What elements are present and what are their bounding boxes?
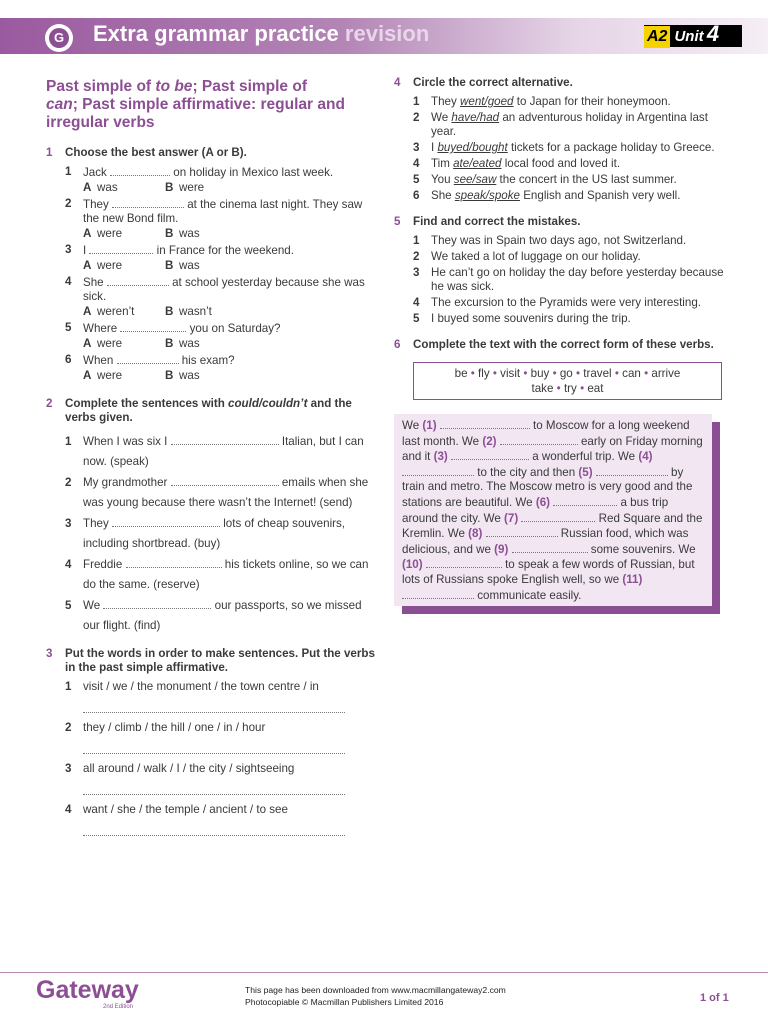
exercise-3-instruction: Put the words in order to make sentences. Put the verbs in the past simple affirmative. xyxy=(65,647,375,674)
option-a[interactable]: A was xyxy=(83,181,118,194)
answer-blank[interactable] xyxy=(89,243,153,254)
option-letter: A xyxy=(83,369,92,382)
exercise-4-item: 6 She speak/spoke English and Spanish very well. xyxy=(413,189,681,202)
alternative-choice[interactable]: buyed/bought xyxy=(437,141,508,154)
grammar-badge-icon: G xyxy=(45,24,73,52)
page-title: Extra grammar practice revision xyxy=(93,21,430,46)
answer-blank[interactable] xyxy=(126,557,222,568)
gap-number: (4) xyxy=(638,450,653,464)
answer-blank[interactable] xyxy=(553,495,617,506)
option-letter: A xyxy=(83,305,92,318)
word: go xyxy=(559,367,573,380)
answer-blank[interactable] xyxy=(596,465,668,476)
item-number: 2 xyxy=(65,721,72,734)
exercise-3-item: 1 visit / we / the monument / the town centre / in xyxy=(65,680,376,713)
exercise-4-instruction: Circle the correct alternative. xyxy=(413,76,573,89)
answer-blank[interactable] xyxy=(512,542,588,553)
answer-blank[interactable] xyxy=(171,475,279,486)
word: buy xyxy=(530,367,550,380)
gateway-logo: Gateway xyxy=(36,976,139,1004)
answer-options xyxy=(83,337,376,351)
bullet-separator: • xyxy=(520,367,531,380)
alternative-choice[interactable]: see/saw xyxy=(453,173,497,186)
answer-options xyxy=(83,369,376,383)
item-number: 5 xyxy=(65,321,72,334)
exercise-5-instruction: Find and correct the mistakes. xyxy=(413,215,581,228)
option-b[interactable]: B was xyxy=(165,337,200,350)
item-number: 3 xyxy=(413,266,420,279)
unit-badge: A2 Unit 4 xyxy=(644,25,742,47)
option-letter: A xyxy=(83,227,92,240)
word: eat xyxy=(587,382,604,395)
exercise-1-item: 5 Where you on Saturday? A were B was xyxy=(65,321,376,351)
gap-fill-text-box xyxy=(394,414,712,606)
item-number: 2 xyxy=(413,111,420,124)
answer-blank[interactable] xyxy=(440,418,530,429)
word: be xyxy=(454,367,468,380)
item-number: 3 xyxy=(413,141,420,154)
exercise-2-item: 4 Freddie his tickets online, so we can do the same. (reserve) xyxy=(65,555,376,594)
option-a[interactable]: A were xyxy=(83,259,123,272)
item-number: 4 xyxy=(65,803,72,816)
exercise-2-item: 1 When I was six I Italian, but I can now. (speak) xyxy=(65,432,376,471)
option-a[interactable]: A were xyxy=(83,227,123,240)
item-number: 6 xyxy=(413,189,420,202)
answer-blank[interactable] xyxy=(426,557,502,568)
answer-blank[interactable] xyxy=(120,321,186,332)
item-number: 6 xyxy=(65,353,72,366)
gap-number: (6) xyxy=(535,495,551,509)
alternative-choice[interactable]: ate/eated xyxy=(453,157,502,170)
answer-options xyxy=(83,305,376,319)
section-title: Past simple of to be; Past simple of can; Past simple affirmative: regular and irregular verbs xyxy=(46,78,345,131)
word: fly xyxy=(478,367,490,380)
option-letter: A xyxy=(83,337,92,350)
option-b[interactable]: B was xyxy=(165,369,200,382)
exercise-5: 5 Find and correct the mistakes. 1 They was in Spain two days ago, not Switzerland. 2 We taked a lot of luggage on our holiday. 3 He can’t go on holiday the day before yesterday because he was sick. 4 The excursion to the Pyramids were very interesting. 5 I buyed some souvenirs during the trip. xyxy=(394,215,724,325)
answer-blank[interactable] xyxy=(112,516,220,527)
answer-blank[interactable] xyxy=(402,588,474,599)
answer-line[interactable] xyxy=(83,737,345,754)
answer-blank[interactable] xyxy=(110,165,170,176)
word-box xyxy=(413,362,722,400)
page-number: 1 of 1 xyxy=(700,992,729,1004)
bullet-separator: • xyxy=(467,367,479,380)
option-letter: B xyxy=(165,259,174,272)
alternative-choice[interactable]: have/had xyxy=(451,111,500,124)
item-number: 1 xyxy=(413,234,420,247)
item-number: 1 xyxy=(65,435,72,448)
item-number: 5 xyxy=(413,312,420,325)
exercise-2-item: 2 My grandmother emails when she was young because there wasn’t the Internet! (send) xyxy=(65,473,376,512)
footer-credits xyxy=(245,984,575,1008)
bullet-separator: • xyxy=(576,382,588,395)
answer-blank[interactable] xyxy=(112,197,184,208)
answer-line[interactable] xyxy=(83,696,345,713)
bullet-separator: • xyxy=(553,382,564,395)
left-column xyxy=(46,78,376,844)
answer-options xyxy=(83,181,376,195)
gap-number: (2) xyxy=(482,434,497,448)
gap-number: (1) xyxy=(422,419,437,432)
answer-blank[interactable] xyxy=(107,275,169,286)
item-number: 4 xyxy=(65,558,72,571)
exercise-4-item: 4 Tim ate/eated local food and loved it. xyxy=(413,157,621,170)
exercise-4-item: 2 We have/had an adventurous holiday in Argentina last year. xyxy=(413,111,708,138)
option-letter: B xyxy=(165,369,174,382)
exercise-1-item: 3 I in France for the weekend. A were B was xyxy=(65,243,376,273)
gap-number: (10) xyxy=(402,558,423,572)
option-letter: B xyxy=(165,181,174,194)
answer-line[interactable] xyxy=(83,819,345,836)
exercise-2-item: 3 They lots of cheap souvenirs, including shortbread. (buy) xyxy=(65,514,376,553)
level-badge: A2 xyxy=(644,26,670,48)
item-number: 4 xyxy=(413,157,420,170)
gap-number: (7) xyxy=(504,511,519,525)
edition-label: 2nd Edition xyxy=(103,1004,134,1010)
exercise-4-item: 3 I buyed/bought tickets for a package holiday to Greece. xyxy=(413,141,715,154)
exercise-3-item: 3 all around / walk / I / the city / sightseeing xyxy=(65,762,376,795)
item-number: 3 xyxy=(65,243,72,256)
exercise-3: 3 Put the words in order to make sentences. Put the verbs in the past simple affirmative. 1 visit / we / the monument / the town centre / in 2 they / climb / the hill / one / in / hour 3 all around / walk / I / the city / sightseeing 4 want / she / the temple / ancient / to see xyxy=(46,647,376,836)
answer-options xyxy=(83,259,376,273)
alternative-choice[interactable]: speak/spoke xyxy=(454,189,520,202)
item-number: 4 xyxy=(413,296,420,309)
gap-number: (8) xyxy=(468,527,483,541)
word: try xyxy=(563,382,577,395)
option-letter: A xyxy=(83,181,92,194)
item-number: 3 xyxy=(65,517,72,530)
word: travel xyxy=(583,367,612,380)
option-b[interactable]: B wasn’t xyxy=(165,305,212,318)
option-letter: A xyxy=(83,259,92,272)
answer-blank[interactable] xyxy=(402,465,474,476)
option-a[interactable]: A weren’t xyxy=(83,305,135,318)
item-number: 5 xyxy=(65,599,72,612)
exercise-4-item: 1 They went/goed to Japan for their honeymoon. xyxy=(413,95,671,108)
item-number: 3 xyxy=(65,762,72,775)
word: visit xyxy=(500,367,521,380)
option-b[interactable]: B was xyxy=(165,259,200,272)
gap-number: (9) xyxy=(494,542,509,556)
answer-blank[interactable] xyxy=(103,598,211,609)
option-letter: B xyxy=(165,227,174,240)
exercise-1-item: 2 They at the cinema last night. They saw the new Bond film. A were B was xyxy=(65,197,376,241)
item-number: 2 xyxy=(65,476,72,489)
option-a[interactable]: A were xyxy=(83,369,123,382)
answer-blank[interactable] xyxy=(486,526,558,537)
word: arrive xyxy=(651,367,681,380)
exercise-4: 4 Circle the correct alternative. 1 They went/goed to Japan for their honeymoon. 2 We have/had an adventurous holiday in Argentina last year. 3 I buyed/bought tickets for a package holiday to Greece. 4 Tim ate/eated local food and loved it. 5 You see/saw the concert in the US last summer. 6 She speak/spoke English and Spanish very well. xyxy=(394,76,724,203)
answer-blank[interactable] xyxy=(117,353,179,364)
exercise-2-item: 5 We our passports, so we missed our flight. (find) xyxy=(65,596,376,635)
bullet-separator: • xyxy=(640,367,652,380)
copyright-note: Photocopiable © Macmillan Publishers Limited 2016 xyxy=(245,997,444,1007)
option-b[interactable]: B were xyxy=(165,181,205,194)
answer-options xyxy=(83,227,376,241)
answer-blank[interactable] xyxy=(451,449,529,460)
option-letter: B xyxy=(165,337,174,350)
exercise-6: 6 Complete the text with the correct form of these verbs. be • fly • visit • buy • go • travel • can • arrive take • try • eat We (1) to Moscow for a long weekend last month. We (2) early on Friday morning and it (3) a wonderful trip. We (4) to the city and then (5) by train and metro. The Moscow metro is very good and the stations are beautiful. We (6) a bus trip around the city. We (7) Red Square and the Kremlin. We (8) Russian food, which was delicious, and we (9) some souvenirs. We (10) to speak a few words of Russian, but lots of Russians spoke English well, so we (11) communicate easily. xyxy=(394,338,724,606)
exercise-5-item: 4 The excursion to the Pyramids were very interesting. xyxy=(413,296,701,309)
bullet-separator: • xyxy=(489,367,501,380)
option-b[interactable]: B was xyxy=(165,227,200,240)
exercise-1-item: 6 When his exam? A were B was xyxy=(65,353,376,383)
item-number: 2 xyxy=(65,197,72,210)
exercise-3-item: 4 want / she / the temple / ancient / to see xyxy=(65,803,376,836)
right-column xyxy=(394,76,724,606)
header-bar xyxy=(0,18,768,54)
word-box-line xyxy=(414,381,721,396)
answer-blank[interactable] xyxy=(500,434,578,445)
download-note[interactable]: This page has been downloaded from www.macmillangateway2.com xyxy=(245,985,506,995)
exercise-1: 1 Choose the best answer (A or B). 1 Jack on holiday in Mexico last week. A was B were 2 They at the cinema last night. They saw the new Bond film. A were B was 3 I in France for the weekend. A were B was 4 She at school yesterday because she was sick. A weren’t B wasn’t 5 Where you on Saturday? A were B was 6 When his exam? A were B was xyxy=(46,146,376,383)
bullet-separator: • xyxy=(572,367,584,380)
word-box-line xyxy=(414,366,721,381)
bullet-separator: • xyxy=(549,367,560,380)
item-number: 1 xyxy=(65,680,72,693)
gap-number: (5) xyxy=(578,465,593,479)
item-number: 5 xyxy=(413,173,420,186)
item-number: 2 xyxy=(413,250,420,263)
item-number: 4 xyxy=(65,275,72,288)
item-number: 1 xyxy=(65,165,72,178)
gap-number: (3) xyxy=(433,450,448,464)
exercise-5-item: 1 They was in Spain two days ago, not Switzerland. xyxy=(413,234,687,247)
alternative-choice[interactable]: went/goed xyxy=(460,95,514,108)
exercise-1-instruction: Choose the best answer (A or B). xyxy=(65,146,247,159)
answer-blank[interactable] xyxy=(521,511,595,522)
word: take xyxy=(531,382,554,395)
exercise-5-item: 5 I buyed some souvenirs during the trip. xyxy=(413,312,631,325)
exercise-5-item: 3 He can’t go on holiday the day before yesterday because he was sick. xyxy=(413,266,724,293)
item-number: 1 xyxy=(413,95,420,108)
exercise-2: 2 Complete the sentences with could/couldn’t and the verbs given. 1 When I was six I Italian, but I can now. (speak) 2 My grandmother emails when she was young because there wasn’t the Internet! (send) 3 They lots of cheap souvenirs, including shortbread. (buy) 4 Freddie his tickets online, so we can do the same. (reserve) 5 We our passports, so we missed our flight. (find) xyxy=(46,397,376,635)
exercise-5-item: 2 We taked a lot of luggage on our holiday. xyxy=(413,250,641,263)
bullet-separator: • xyxy=(611,367,623,380)
exercise-6-instruction: Complete the text with the correct form of these verbs. xyxy=(413,338,714,351)
exercise-4-item: 5 You see/saw the concert in the US last summer. xyxy=(413,173,677,186)
exercise-3-item: 2 they / climb / the hill / one / in / hour xyxy=(65,721,376,754)
answer-line[interactable] xyxy=(83,778,345,795)
answer-blank[interactable] xyxy=(171,434,279,445)
option-a[interactable]: A were xyxy=(83,337,123,350)
exercise-2-instruction: Complete the sentences with could/couldn’t and the verbs given. xyxy=(65,397,352,424)
word: can xyxy=(622,367,641,380)
exercise-1-item: 4 She at school yesterday because she was sick. A weren’t B wasn’t xyxy=(65,275,376,319)
option-letter: B xyxy=(165,305,174,318)
exercise-1-item: 1 Jack on holiday in Mexico last week. A was B were xyxy=(65,165,376,195)
gap-fill-text: We (1) to Moscow for a long weekend last month. We (2) early on Friday morning and it (3) a wonderful trip. We (4) to the city and then (5) by train and metro. The Moscow metro is very good and the stations are beautiful. We (6) a bus trip around the city. We (7) Red Square and the Kremlin. We (8) Russian food, which was delicious, and we (9) some souvenirs. We (10) to speak a few words of Russian, but lots of Russians spoke English well, so we (11) communicate easily. xyxy=(394,414,712,606)
gap-number: (11) xyxy=(622,572,643,586)
footer xyxy=(0,972,768,1025)
